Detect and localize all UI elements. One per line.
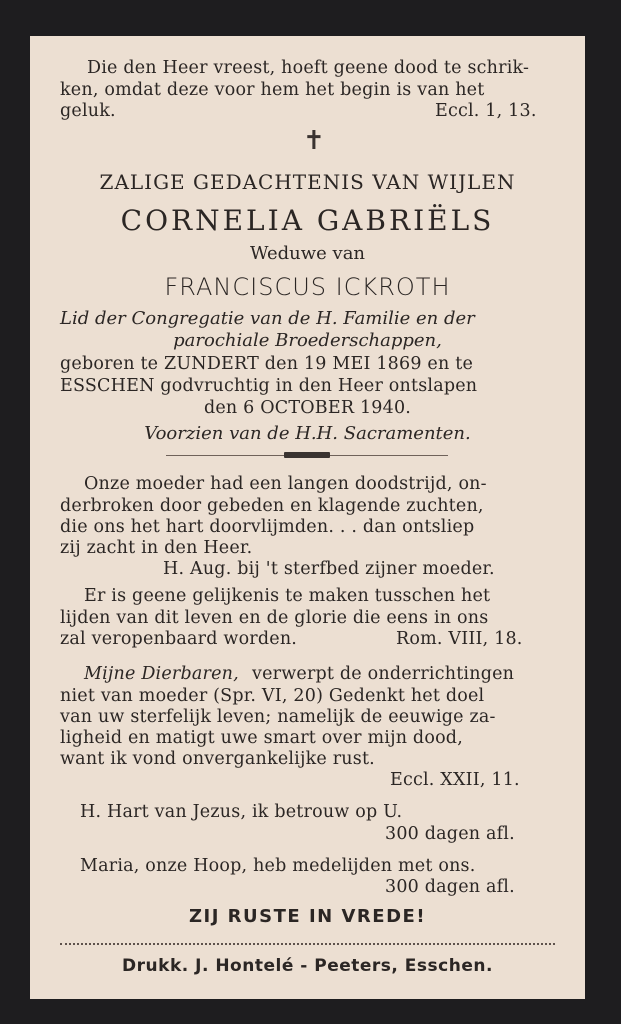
membership-line-2: parochiale Broederschappen, bbox=[173, 330, 442, 351]
divider-ornament bbox=[284, 452, 330, 458]
epigraph-reference: Eccl. 1, 13. bbox=[435, 101, 537, 121]
prayer1-indulgence: 300 dagen afl. bbox=[385, 824, 515, 844]
passage3-salutation: Mijne Dierbaren, bbox=[84, 664, 239, 684]
sacraments-note: Voorzien van de H.H. Sacramenten. bbox=[144, 423, 471, 444]
passage1-line-3: die ons het hart doorvlijmden. . . dan ontsliep bbox=[60, 517, 475, 537]
epigraph-line-3: geluk. bbox=[60, 101, 116, 121]
dotted-divider bbox=[60, 943, 555, 945]
prayer1-text: H. Hart van Jezus, ik betrouw op U. bbox=[80, 802, 403, 822]
prayer2-indulgence: 300 dagen afl. bbox=[385, 877, 515, 897]
prayer2-text: Maria, onze Hoop, heb medelijden met ons. bbox=[80, 856, 476, 876]
passage3-line-1: verwerpt de onderrichtingen bbox=[252, 664, 515, 684]
membership-line-1: Lid der Congregatie van de H. Familie en der bbox=[60, 308, 475, 329]
passage3-line-4: ligheid en matigt uwe smart over mijn dood, bbox=[60, 728, 463, 748]
passage1-line-4: zij zacht in den Heer. bbox=[60, 538, 253, 558]
passage2-reference: Rom. VIII, 18. bbox=[396, 629, 523, 649]
passage3-reference: Eccl. XXII, 11. bbox=[390, 770, 520, 790]
passage3-line-2: niet van moeder (Spr. VI, 20) Gedenkt het doel bbox=[60, 686, 485, 706]
card-paper bbox=[30, 36, 585, 999]
printer-imprint: Drukk. J. Hontelé - Peeters, Esschen. bbox=[122, 956, 493, 976]
passage2-line-3: zal veropenbaard worden. bbox=[60, 629, 298, 649]
divider-left bbox=[166, 455, 284, 456]
closing-line: ZIJ RUSTE IN VREDE! bbox=[188, 906, 427, 927]
cross-icon: ✝ bbox=[303, 126, 325, 156]
passage2-line-1: Er is geene gelijkenis te maken tusschen het bbox=[84, 586, 491, 606]
epigraph-line-1: Die den Heer vreest, hoeft geene dood te schrik- bbox=[87, 58, 530, 78]
birth-death-line-2: ESSCHEN godvruchtig in den Heer ontslapen bbox=[60, 376, 478, 396]
deceased-name: CORNELIA GABRIËLS bbox=[120, 204, 495, 237]
passage1-line-2: derbroken door gebeden en klagende zuchten, bbox=[60, 496, 484, 516]
passage3-line-5: want ik vond onvergankelijke rust. bbox=[60, 749, 375, 769]
passage1-reference: H. Aug. bij 't sterfbed zijner moeder. bbox=[163, 559, 495, 579]
birth-death-line-3: den 6 OCTOBER 1940. bbox=[203, 398, 412, 418]
memorial-heading: ZALIGE GEDACHTENIS VAN WIJLEN bbox=[99, 170, 516, 194]
passage1-line-1: Onze moeder had een langen doodstrijd, on- bbox=[84, 474, 487, 494]
passage3-line-3: van uw sterfelijk leven; namelijk de eeuwige za- bbox=[60, 707, 496, 727]
birth-death-line-1: geboren te ZUNDERT den 19 MEI 1869 en te bbox=[60, 354, 474, 374]
divider-right bbox=[330, 455, 448, 456]
widow-of-label: Weduwe van bbox=[249, 243, 366, 264]
passage2-line-2: lijden van dit leven en de glorie die eens in ons bbox=[60, 608, 489, 628]
spouse-name: FRANCISCUS ICKROTH bbox=[164, 273, 451, 301]
epigraph-line-2: ken, omdat deze voor hem het begin is van het bbox=[60, 80, 485, 100]
